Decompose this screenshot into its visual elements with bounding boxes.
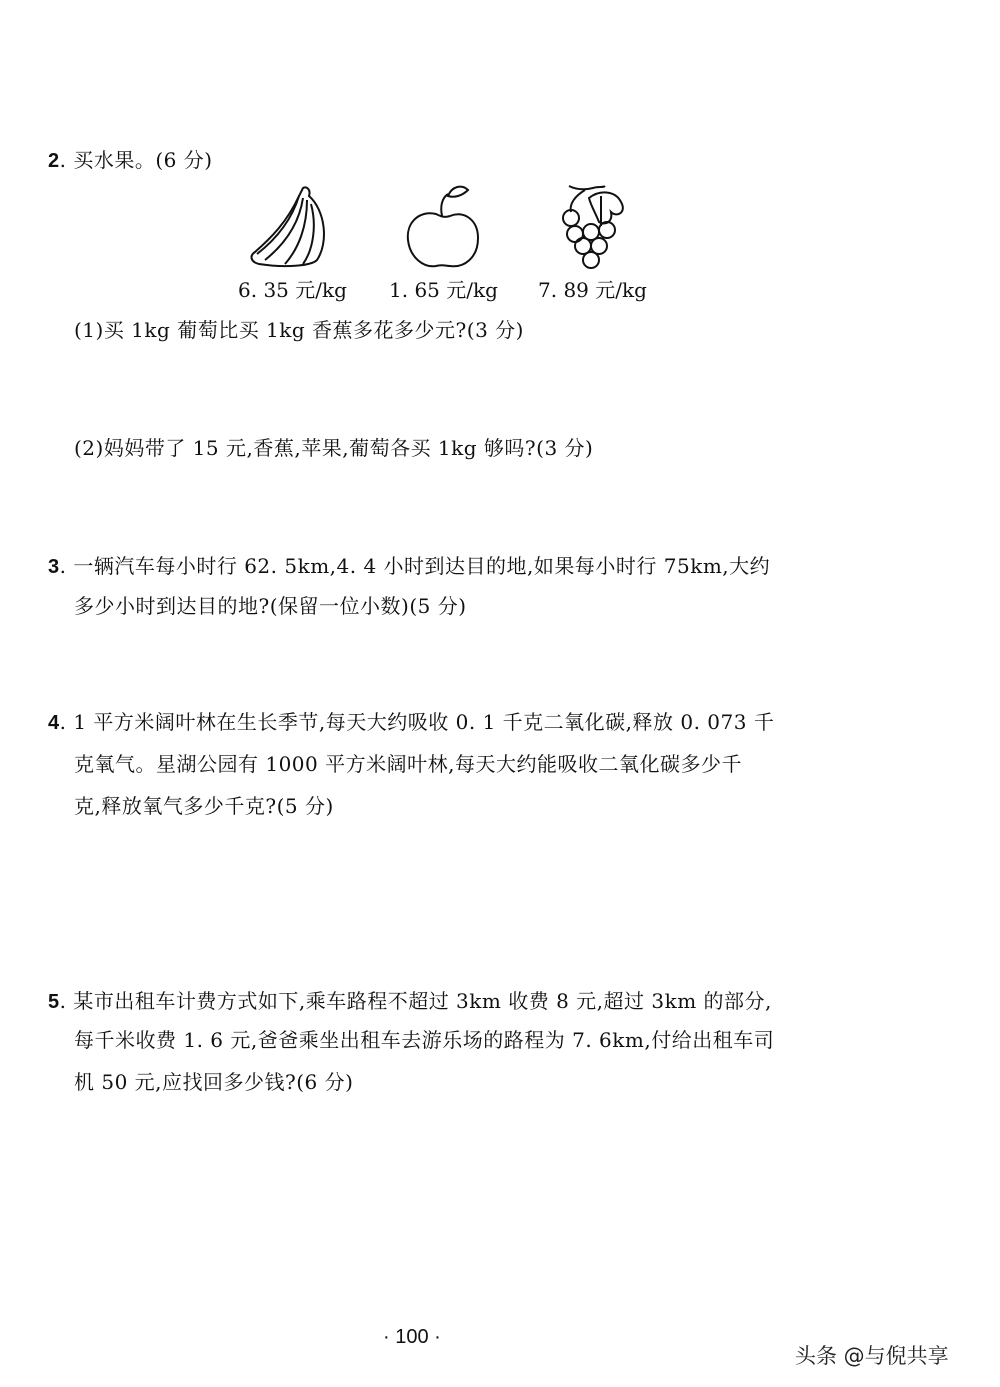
- apple-price: 1. 65 元/kg: [389, 278, 498, 302]
- page-number: · 100 ·: [383, 1326, 441, 1348]
- grape-price: 7. 89 元/kg: [538, 278, 647, 302]
- question-number: 4: [48, 712, 60, 734]
- question-text: . 一辆汽车每小时行 62. 5km,4. 4 小时到达目的地,如果每小时行 75km,大约: [59, 554, 771, 578]
- banana-icon: [245, 182, 345, 272]
- question-5-line-1: [48, 987, 772, 1016]
- question-4-line-1: [48, 708, 774, 737]
- question-2-part-1: (1)买 1kg 葡萄比买 1kg 香蕉多花多少元?(3 分): [74, 318, 524, 342]
- question-number: 3: [48, 556, 60, 578]
- question-2-part-2: (2)妈妈带了 15 元,香蕉,苹果,葡萄各买 1kg 够吗?(3 分): [74, 436, 594, 460]
- grape-icon: [555, 182, 655, 272]
- question-3-line-1: [48, 552, 770, 581]
- question-5-line-3: 机 50 元,应找回多少钱?(6 分): [74, 1070, 354, 1094]
- question-text: . 买水果。(6 分): [59, 148, 213, 172]
- question-number: 5: [48, 991, 60, 1013]
- banana-price: 6. 35 元/kg: [238, 278, 347, 302]
- question-text: . 某市出租车计费方式如下,乘车路程不超过 3km 收费 8 元,超过 3km 的部分,: [59, 989, 772, 1013]
- question-3-line-2: 多少小时到达目的地?(保留一位小数)(5 分): [74, 594, 467, 618]
- question-number: 2: [48, 150, 60, 172]
- question-4-line-3: 克,释放氧气多少千克?(5 分): [74, 794, 334, 818]
- apple-icon: [400, 182, 500, 272]
- watermark: 头条 @与倪共享: [795, 1344, 949, 1368]
- question-4-line-2: 克氧气。星湖公园有 1000 平方米阔叶林,每天大约能吸收二氧化碳多少千: [74, 752, 742, 776]
- question-text: . 1 平方米阔叶林在生长季节,每天大约吸收 0. 1 千克二氧化碳,释放 0. 073 千: [59, 710, 775, 734]
- question-5-line-2: 每千米收费 1. 6 元,爸爸乘坐出租车去游乐场的路程为 7. 6km,付给出租车司: [74, 1028, 775, 1052]
- question-2-title: [48, 146, 213, 175]
